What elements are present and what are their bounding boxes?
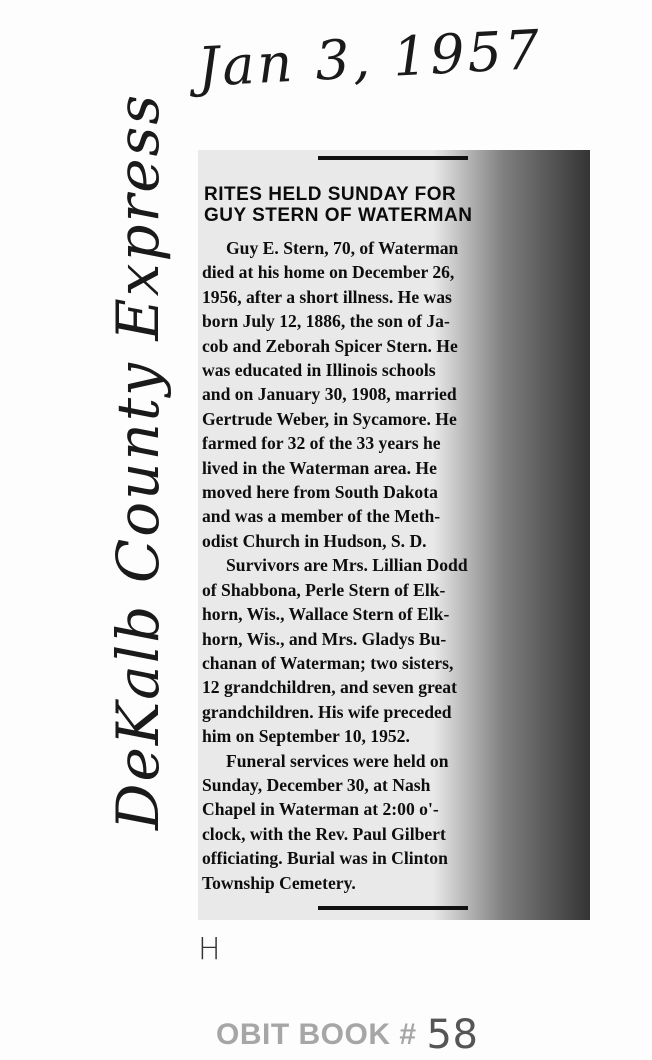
text-line: of Shabbona, Perle Stern of Elk- [202,579,446,600]
text-line: Survivors are Mrs. Lillian Dodd [226,555,468,576]
text-line: clock, with the Rev. Paul Gilbert [202,823,446,844]
text-line: Funeral services were held on [226,750,449,771]
stamp-number: 58 [426,1012,479,1058]
handwritten-source: DeKalb County Express [104,92,172,830]
clipping-bottom-rule [318,906,468,910]
text-line: Chapel in Waterman at 2:00 o'- [202,799,439,820]
text-line: him on September 10, 1952. [202,726,410,747]
headline-line: GUY STERN OF WATERMAN [204,205,473,226]
text-line: horn, Wis., and Mrs. Gladys Bu- [202,628,447,649]
text-line: and on January 30, 1908, married [202,384,457,405]
obituary-paragraph-1 [202,236,582,553]
text-line: chanan of Waterman; two sisters, [202,652,454,673]
text-line: and was a member of the Meth- [202,506,441,527]
obituary-paragraph-2 [202,553,582,748]
text-line: horn, Wis., Wallace Stern of Elk- [202,604,450,625]
text-line: born July 12, 1886, the son of Ja- [202,311,450,332]
newspaper-clipping [198,150,590,920]
obituary-paragraph-3 [202,749,582,895]
text-line: Township Cemetery. [202,872,356,893]
text-line: Gertrude Weber, in Sycamore. He [202,408,457,429]
clipping-top-rule [318,156,468,160]
stamp-label: OBIT BOOK # [216,1018,417,1051]
text-line: 1956, after a short illness. He was [202,286,452,307]
text-line: was educated in Illinois schools [202,360,436,381]
handwritten-mark: H [198,932,221,967]
text-line: moved here from South Dakota [202,482,438,503]
text-line: cob and Zeborah Spicer Stern. He [202,335,458,356]
text-line: grandchildren. His wife preceded [202,701,452,722]
obit-book-stamp [216,1008,479,1058]
handwritten-date: Jan 3, 1957 [196,17,544,99]
text-line: officiating. Burial was in Clinton [202,848,448,869]
text-line: 12 grandchildren, and seven great [202,677,457,698]
headline [204,184,582,226]
text-line: farmed for 32 of the 33 years he [202,433,441,454]
text-line: Sunday, December 30, at Nash [202,774,431,795]
text-line: lived in the Waterman area. He [202,457,437,478]
text-line: Guy E. Stern, 70, of Waterman [226,238,459,258]
text-line: died at his home on December 26, [202,262,455,283]
text-line: odist Church in Hudson, S. D. [202,530,427,551]
headline-line: RITES HELD SUNDAY FOR [204,184,457,205]
